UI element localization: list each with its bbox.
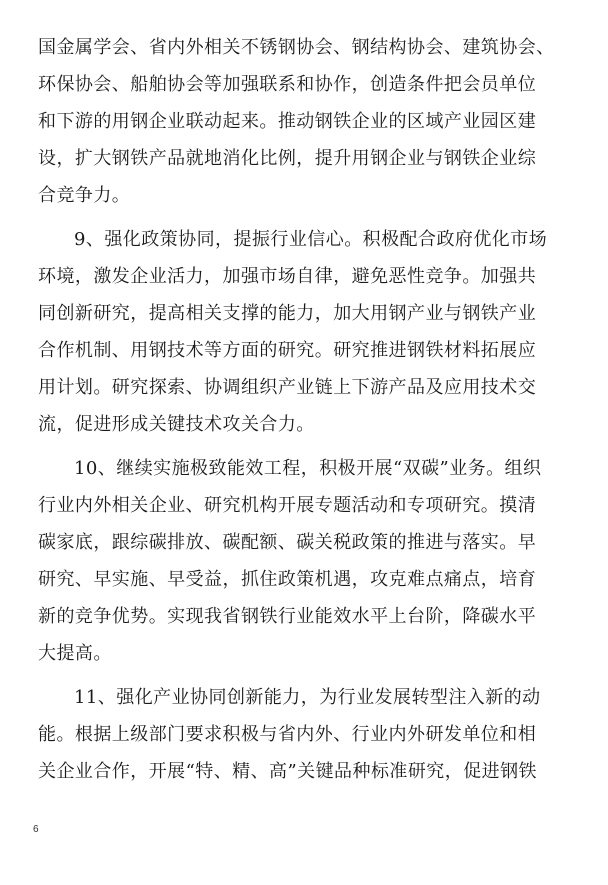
text-line: 同创新研究，提高相关支撑的能力，加大用钢产业与钢铁产业 [38, 303, 537, 324]
text-line: 合竞争力。 [38, 185, 131, 206]
text-line: 关企业合作，开展“特、精、高”关键品种标准研究，促进钢铁 [38, 761, 538, 782]
paragraph-9-first-line: 9、强化政策协同，提振行业信心。积极配合政府优化市场 [74, 229, 548, 250]
text-line: 研究、早实施、早受益，抓住政策机遇，攻克难点痛点，培育 [38, 569, 537, 590]
text-line: 碳家底，跟综碳排放、碳配额、碳关税政策的推进与落实。早 [38, 532, 537, 553]
text-line: 流，促进形成关键技术攻关合力。 [38, 414, 315, 435]
text-line: 行业内外相关企业、研究机构开展专题活动和专项研究。摸清 [38, 495, 537, 516]
text-line: 用计划。研究探索、协调组织产业链上下游产品及应用技术交 [38, 377, 537, 398]
text-line: 环保协会、船舶协会等加强联系和协作，创造条件把会员单位 [38, 74, 537, 95]
paragraph-11-first-line: 11、强化产业协同创新能力，为行业发展转型注入新的动 [74, 687, 541, 708]
paragraph-10-first-line: 10、继续实施极致能效工程，积极开展“双碳”业务。组织 [74, 458, 542, 479]
text-line: 环境，激发企业活力，加强市场自律，避免恶性竞争。加强共 [38, 266, 537, 287]
text-line: 国金属学会、省内外相关不锈钢协会、钢结构协会、建筑协会、 [38, 37, 555, 58]
text-line: 和下游的用钢企业联动起来。推动钢铁企业的区域产业园区建 [38, 111, 537, 132]
text-line: 合作机制、用钢技术等方面的研究。研究推进钢铁材料拓展应 [38, 340, 537, 361]
page-number: 6 [33, 824, 39, 835]
text-line: 设，扩大钢铁产品就地消化比例，提升用钢企业与钢铁企业综 [38, 148, 537, 169]
text-line: 新的竞争优势。实现我省钢铁行业能效水平上台阶，降碳水平 [38, 606, 537, 627]
text-line: 大提高。 [38, 643, 112, 664]
text-line: 能。根据上级部门要求积极与省内外、行业内外研发单位和相 [38, 724, 537, 745]
